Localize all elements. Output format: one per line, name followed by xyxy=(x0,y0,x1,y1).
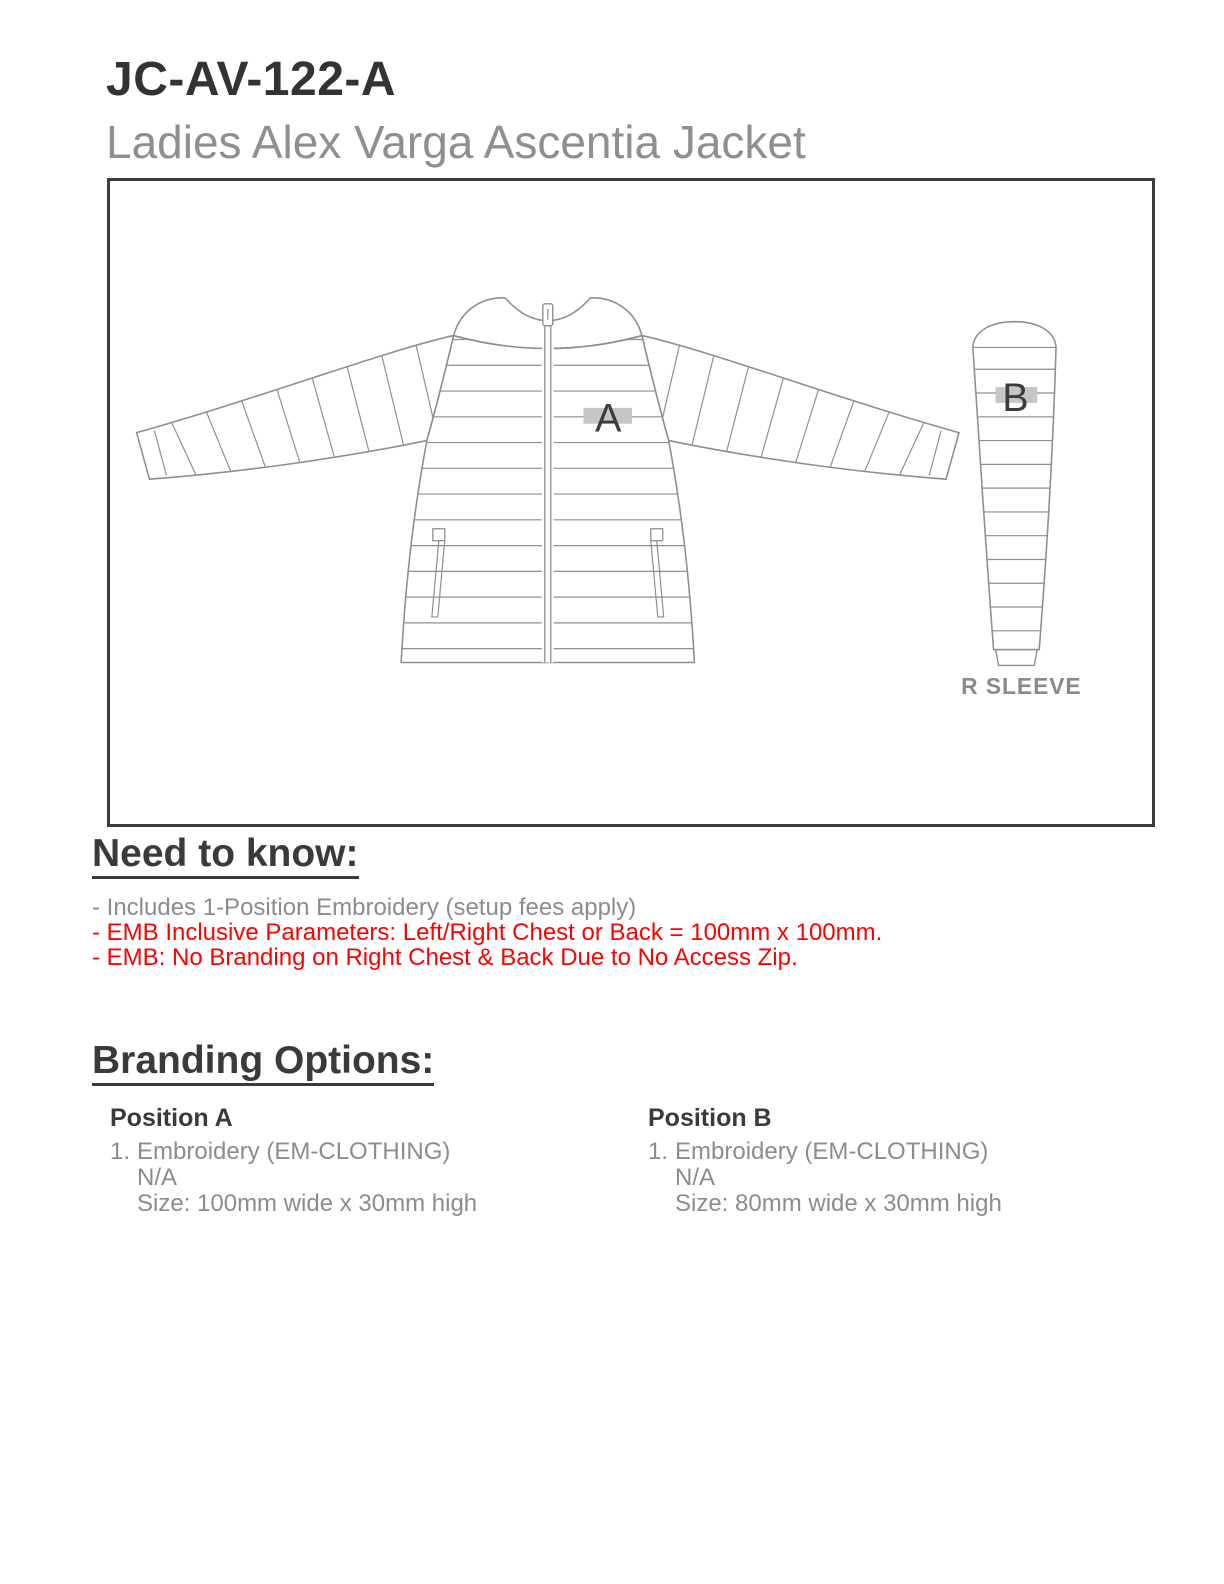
size-label: Size: 100mm wide x 30mm high xyxy=(137,1190,478,1217)
product-diagram-box xyxy=(107,178,1155,827)
need-to-know-section xyxy=(92,833,1224,970)
branding-options-heading: Branding Options: xyxy=(92,1040,434,1086)
position-a-column xyxy=(110,1104,648,1217)
position-b-column xyxy=(648,1104,1128,1217)
size-label: Size: 80mm wide x 30mm high xyxy=(675,1190,1002,1217)
product-name: Ladies Alex Varga Ascentia Jacket xyxy=(106,116,806,168)
detail-label: N/A xyxy=(675,1164,716,1191)
position-a-title: Position A xyxy=(110,1104,233,1132)
method-label: Embroidery (EM-CLOTHING) xyxy=(675,1138,989,1165)
position-b-title: Position B xyxy=(648,1104,772,1132)
center-zip xyxy=(542,304,554,663)
item-details xyxy=(137,1139,477,1217)
position-a-marker-label: A xyxy=(594,396,622,441)
sleeve-cuff xyxy=(996,650,1038,666)
position-b-marker-label: B xyxy=(1002,375,1029,420)
need-to-know-notes xyxy=(92,895,1224,970)
item-number: 1. xyxy=(648,1138,669,1165)
note-item: - EMB: No Branding on Right Chest & Back Due to No Access Zip. xyxy=(92,944,798,971)
left-sleeve xyxy=(137,336,454,480)
note-item: - Includes 1-Position Embroidery (setup fees apply) xyxy=(92,894,637,921)
right-sleeve xyxy=(642,336,959,480)
detail-label: N/A xyxy=(137,1164,178,1191)
item-number: 1. xyxy=(110,1138,131,1165)
position-b-method-item xyxy=(648,1139,1128,1217)
product-code: JC-AV-122-A xyxy=(106,53,397,106)
item-details xyxy=(675,1139,1002,1217)
sleeve-caption: R SLEEVE xyxy=(961,673,1082,700)
need-to-know-heading: Need to know: xyxy=(92,833,359,879)
page-header xyxy=(0,0,1224,167)
note-item: - EMB Inclusive Parameters: Left/Right Chest or Back = 100mm x 100mm. xyxy=(92,919,883,946)
position-a-method-item xyxy=(110,1139,648,1217)
right-sleeve-flat-view xyxy=(964,322,1063,666)
branding-position-columns xyxy=(92,1104,1224,1217)
jacket-technical-drawing xyxy=(110,181,1152,824)
method-label: Embroidery (EM-CLOTHING) xyxy=(137,1138,451,1165)
branding-options-section xyxy=(92,1040,1224,1217)
